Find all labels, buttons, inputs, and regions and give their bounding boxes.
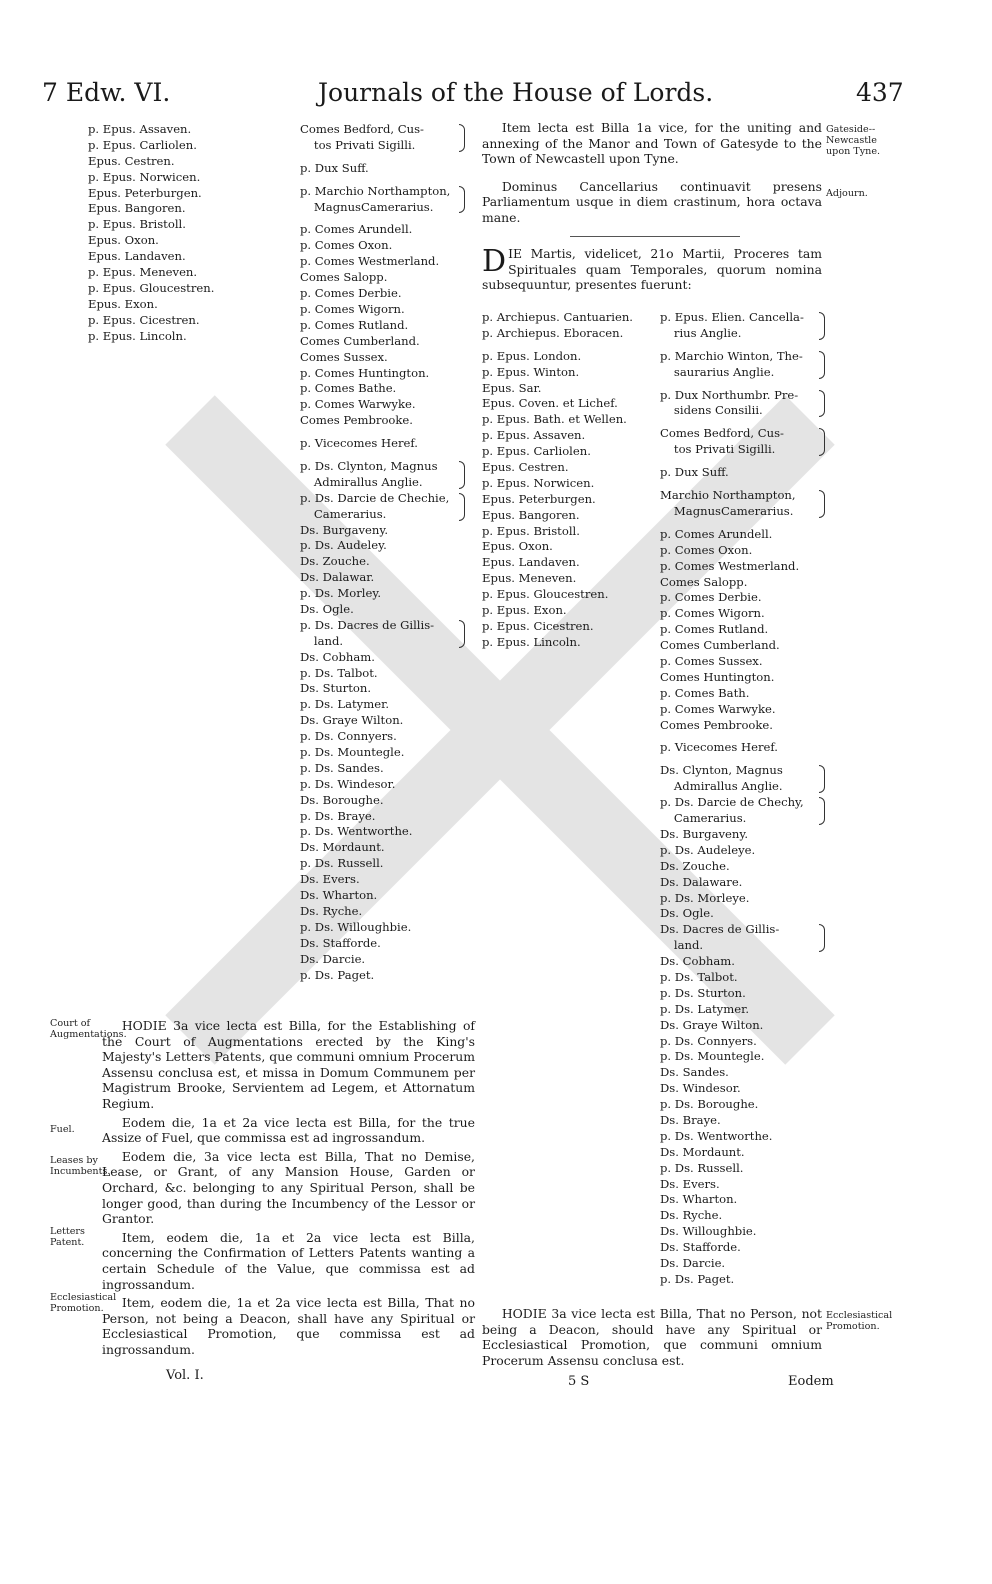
leases-bill: Eodem die, 3a vice lecta est Billa, That no Demise, Lease, or Grant, of any Mansion House, Garden or Orchard, &c. belonging to any Spiritual Person, shall be longer good, than during the Incumbency of the Lessor or Grantor. <box>102 1148 475 1227</box>
prelate-entry: p. Epus. Exon. <box>482 603 567 618</box>
earl-entry: p. Comes Oxon. <box>300 238 393 253</box>
earl-entry: Comes Sussex. <box>300 349 388 364</box>
baron-entry: p. Ds. Mountegle. <box>660 1049 765 1064</box>
baron-entry: p. Ds. Wentworthe. <box>300 824 413 839</box>
lord-admiral-line: Admirallus Anglie. <box>313 474 423 489</box>
baron-dacres <box>660 922 818 954</box>
bishop-entry: Epus. Bangoren. <box>88 201 186 216</box>
footer-signature: 5 S <box>568 1374 590 1389</box>
chamberlain <box>660 795 818 827</box>
baron-entry: p. Ds. Paget. <box>300 967 375 982</box>
bishop-entry: p. Epus. Lincoln. <box>88 328 187 343</box>
baron-entry: Ds. Cobham. <box>660 954 735 969</box>
bishop-entry: p. Epus. Cicestren. <box>88 312 200 327</box>
chamberlain-line: p. Ds. Darcie de Chechy, <box>660 795 804 810</box>
spacer <box>660 481 818 488</box>
baron-entry: Ds. Zouche. <box>300 554 370 569</box>
spacer <box>482 342 633 349</box>
baron-entry: Ds. Wharton. <box>660 1192 738 1207</box>
header-title: Journals of the House of Lords. <box>318 78 714 107</box>
spacer <box>300 452 458 459</box>
adjournment-entry: Dominus Cancellarius continuavit presens Parliamentum usque in diem crastinum, hora octava mane. <box>482 178 822 225</box>
earl-entry: p. Comes Warwyke. <box>660 701 776 716</box>
baron-entry: Ds. Braye. <box>660 1112 721 1127</box>
lord-admiral-line: Ds. Clynton, Magnus <box>660 763 783 778</box>
fuel-bill: Eodem die, 1a et 2a vice lecta est Billa, for the true Assize of Fuel, que commissa est ad ingrossandum. <box>102 1114 475 1146</box>
chancellor-line: p. Epus. Elien. Cancella- <box>660 310 804 324</box>
right-body <box>482 1306 822 1371</box>
letters-patent-bill: Item, eodem die, 1a et 2a vice lecta est Billa, concerning the Confirmation of Letters Patents wanting a certain Schedule of the Value, que commissa est ad ingrossandum. <box>102 1229 475 1292</box>
prelate-entry: p. Epus. Cicestren. <box>482 618 594 633</box>
baron-entry: p. Ds. Audeleye. <box>660 842 756 857</box>
baron-entry: p. Ds. Latymer. <box>300 697 390 712</box>
baron-entry: Ds. Ryche. <box>300 903 363 918</box>
baron-entry: p. Ds. Mountegle. <box>300 745 405 760</box>
baron-entry: p. Ds. Audeley. <box>300 538 387 553</box>
keeper-privy-seal-line: Comes Bedford, Cus- <box>660 426 784 441</box>
header-regnal-year: 7 Edw. VI. <box>42 78 171 107</box>
spacer <box>300 215 458 222</box>
bishop-entry: p. Epus. Carliolen. <box>88 137 197 152</box>
earl-entry: p. Comes Westmerland. <box>300 254 440 269</box>
chamberlain-line: Camerarius. <box>313 506 387 521</box>
earl-entry: Comes Cumberland. <box>300 333 420 348</box>
gateside-bill: Item lecta est Billa 1a vice, for the uniting and annexing of the Manor and Town of Gatesyde to the Town of Newcastell upon Tyne. <box>482 120 822 167</box>
bishop-entry: Epus. Peterburgen. <box>88 185 202 200</box>
treasurer <box>660 349 818 381</box>
baron-entry: p. Ds. Morley. <box>300 586 382 601</box>
baron-entry: Ds. Stafforde. <box>300 935 381 950</box>
earl-entry: p. Comes Warwyke. <box>300 397 416 412</box>
president-council-line: p. Dux Northumbr. Pre- <box>660 387 799 402</box>
nobles-list-right <box>660 310 818 1288</box>
baron-entry: Ds. Willoughbie. <box>660 1224 757 1239</box>
viscount-entry: p. Vicecomes Heref. <box>660 740 778 755</box>
bishop-entry: Epus. Landaven. <box>88 249 186 264</box>
prelate-entry: p. Epus. Bristoll. <box>482 523 580 538</box>
footer-volume: Vol. I. <box>166 1368 204 1383</box>
great-chamberlain <box>660 488 818 520</box>
prelate-entry: Epus. Bangoren. <box>482 507 580 522</box>
baron-entry: Ds. Dalaware. <box>660 874 743 889</box>
earl-entry: Comes Pembrooke. <box>300 413 413 428</box>
margin-adjourn: Adjourn. <box>826 188 868 199</box>
president-council-line: sidens Consilii. <box>673 403 763 418</box>
court-augmentations-bill: HODIE 3a vice lecta est Billa, for the Establishing of the Court of Augmentations erected by the King's Majesty's Letters Patents, que communi omnium Procerum Assensu conclusa est, et missa in Domum Communem per Magistrum Brooke, Servientem ad Legem, et Attornatum Regium. <box>102 1018 475 1111</box>
prelate-entry: Epus. Cestren. <box>482 460 569 475</box>
prelate-entry: p. Epus. Bath. et Wellen. <box>482 412 627 427</box>
prelate-entry: p. Epus. London. <box>482 348 582 363</box>
nobles-list-left <box>300 122 458 983</box>
treasurer-line: saurarius Anglie. <box>673 364 775 379</box>
baron-entry: p. Ds. Willoughbie. <box>300 919 412 934</box>
prelate-entry: Epus. Sar. <box>482 380 542 395</box>
chancellor <box>660 310 818 342</box>
earl-entry: p. Comes Wigorn. <box>660 606 765 621</box>
spacer <box>300 177 458 184</box>
spacer <box>660 733 818 740</box>
baron-entry: p. Ds. Windesor. <box>300 776 396 791</box>
baron-entry: p. Ds. Sandes. <box>300 760 384 775</box>
spacer <box>660 520 818 527</box>
prelate-entry: p. Epus. Carliolen. <box>482 444 591 459</box>
baron-entry: Ds. Sturton. <box>300 681 372 696</box>
baron-dacres-line: land. <box>673 938 704 953</box>
duke-entry: p. Dux Suff. <box>300 160 369 175</box>
baron-entry: Ds. Darcie. <box>300 951 366 966</box>
margin-ecclesiastical-left: Ecclesiastical Promotion. <box>50 1292 117 1314</box>
baron-entry: Ds. Ogle. <box>300 602 354 616</box>
chancellor-line: rius Anglie. <box>673 325 742 340</box>
baron-entry: Ds. Graye Wilton. <box>660 1017 764 1032</box>
prelate-entry: p. Archiepus. Eboracen. <box>482 325 624 340</box>
baron-entry: Ds. Burgaveny. <box>660 826 749 841</box>
baron-entry: Ds. Burgaveny. <box>300 522 389 537</box>
prelate-entry: p. Epus. Gloucestren. <box>482 587 609 602</box>
die-martis-entry <box>482 246 822 296</box>
baron-entry: Ds. Sandes. <box>660 1065 729 1080</box>
bishops-list-right <box>482 310 633 651</box>
earl-entry: Comes Huntington. <box>660 669 775 684</box>
bishop-entry: Epus. Exon. <box>88 296 158 311</box>
drop-cap: D <box>482 244 507 279</box>
keeper-privy-seal <box>300 122 458 154</box>
section-divider <box>570 236 740 237</box>
margin-court-augmentations: Court of Augmentations. <box>50 1018 127 1040</box>
lord-admiral <box>300 459 458 491</box>
spacer <box>660 458 818 465</box>
great-chamberlain-line: Marchio Northampton, <box>660 488 796 503</box>
prelate-entry: p. Epus. Assaven. <box>482 428 586 443</box>
header-page-number: 437 <box>856 78 904 107</box>
lord-admiral-line: Admirallus Anglie. <box>673 779 783 794</box>
spacer <box>660 381 818 388</box>
baron-dacres <box>300 618 458 650</box>
prelate-entry: Epus. Meneven. <box>482 571 577 586</box>
ecclesiastical-bill-right: HODIE 3a vice lecta est Billa, That no Person, not being a Deacon, should have any Spiritual or Ecclesiastical Promotion, que communi omnium Procerum Assensu conclusa est. <box>482 1306 822 1368</box>
baron-entry: p. Ds. Wentworthe. <box>660 1128 773 1143</box>
earl-entry: p. Comes Sussex. <box>660 654 763 668</box>
prelate-entry: Epus. Coven. et Lichef. <box>482 396 618 411</box>
earl-entry: p. Comes Wigorn. <box>300 301 405 316</box>
lord-admiral-line: p. Ds. Clynton, Magnus <box>300 458 438 473</box>
baron-entry: p. Ds. Talbot. <box>300 665 378 680</box>
earl-entry: p. Comes Huntington. <box>300 365 430 380</box>
margin-ecclesiastical-right: Ecclesiastical Promotion. <box>826 1310 893 1332</box>
baron-entry: Ds. Wharton. <box>300 888 378 903</box>
viscount-entry: p. Vicecomes Heref. <box>300 436 418 451</box>
baron-entry: p. Ds. Braye. <box>300 808 376 823</box>
baron-dacres-line: land. <box>313 633 344 648</box>
baron-entry: Ds. Darcie. <box>660 1256 726 1270</box>
lord-admiral <box>660 763 818 795</box>
footer-catchword: Eodem <box>788 1374 834 1389</box>
baron-dacres-line: Ds. Dacres de Gillis- <box>660 922 780 937</box>
baron-entry: p. Ds. Boroughe. <box>660 1097 759 1112</box>
keeper-privy-seal-line: tos Privati Sigilli. <box>313 137 416 152</box>
spacer <box>660 419 818 426</box>
earl-entry: p. Comes Oxon. <box>660 542 753 557</box>
keeper-privy-seal-line: tos Privati Sigilli. <box>673 442 776 457</box>
die-martis-text: IE Martis, videlicet, 21o Martii, Proceres tam Spirituales quam Temporales, quorum nomina subsequuntur, presentes fuerunt: <box>482 246 822 293</box>
prelate-entry: Epus. Oxon. <box>482 539 553 554</box>
bishop-entry: p. Epus. Bristoll. <box>88 217 186 232</box>
right-top-entries <box>482 120 822 229</box>
earl-entry: p. Comes Derbie. <box>300 286 402 301</box>
margin-fuel: Fuel. <box>50 1124 75 1135</box>
baron-entry: p. Ds. Connyers. <box>660 1033 757 1048</box>
earl-entry: Comes Pembrooke. <box>660 717 773 732</box>
baron-entry: Ds. Windesor. <box>660 1081 741 1096</box>
earl-entry: Comes Salopp. <box>300 270 388 285</box>
bishop-entry: Epus. Cestren. <box>88 153 175 168</box>
baron-entry: Ds. Graye Wilton. <box>300 713 404 728</box>
margin-gateside: Gateside--Newcastle upon Tyne. <box>826 124 881 157</box>
baron-entry: Ds. Dalawar. <box>300 570 375 585</box>
baron-entry: p. Ds. Russell. <box>660 1160 744 1175</box>
earl-entry: p. Comes Bathe. <box>300 381 397 396</box>
prelate-entry: p. Archiepus. Cantuarien. <box>482 310 633 324</box>
keeper-privy-seal-line: Comes Bedford, Cus- <box>300 122 424 136</box>
great-chamberlain-line: p. Marchio Northampton, <box>300 183 451 198</box>
bishops-list-left <box>88 122 214 344</box>
earl-entry: p. Comes Rutland. <box>660 622 769 637</box>
prelate-entry: Epus. Landaven. <box>482 555 580 570</box>
president-council <box>660 388 818 420</box>
baron-dacres-line: p. Ds. Dacres de Gillis- <box>300 617 435 632</box>
chamberlain <box>300 491 458 523</box>
baron-entry: Ds. Evers. <box>660 1176 720 1191</box>
prelate-entry: Epus. Peterburgen. <box>482 491 596 506</box>
left-body <box>102 1018 475 1360</box>
earl-entry: p. Comes Bath. <box>660 685 750 700</box>
spacer <box>300 429 458 436</box>
baron-entry: Ds. Boroughe. <box>300 792 384 807</box>
baron-entry: Ds. Mordaunt. <box>660 1144 745 1159</box>
baron-entry: p. Ds. Latymer. <box>660 1001 750 1016</box>
baron-entry: p. Ds. Paget. <box>660 1271 735 1286</box>
margin-leases: Leases by Incumbents. <box>50 1155 111 1177</box>
chamberlain-line: p. Ds. Darcie de Chechie, <box>300 490 450 505</box>
earl-entry: p. Comes Arundell. <box>660 526 773 541</box>
baron-entry: Ds. Mordaunt. <box>300 840 385 855</box>
great-chamberlain-line: MagnusCamerarius. <box>673 503 794 518</box>
bishop-entry: Epus. Oxon. <box>88 233 159 248</box>
earl-entry: p. Comes Rutland. <box>300 317 409 332</box>
treasurer-line: p. Marchio Winton, The- <box>660 348 803 363</box>
great-chamberlain <box>300 184 458 216</box>
keeper-privy-seal <box>660 426 818 458</box>
spacer <box>300 154 458 161</box>
baron-entry: Ds. Zouche. <box>660 858 730 873</box>
prelate-entry: p. Epus. Winton. <box>482 364 580 379</box>
spacer <box>660 756 818 763</box>
baron-entry: Ds. Evers. <box>300 872 360 887</box>
bishop-entry: p. Epus. Assaven. <box>88 122 192 136</box>
baron-entry: Ds. Ogle. <box>660 906 714 921</box>
earl-entry: Comes Cumberland. <box>660 638 780 653</box>
earl-entry: p. Comes Derbie. <box>660 590 762 605</box>
earl-entry: p. Comes Westmerland. <box>660 558 800 573</box>
prelate-entry: p. Epus. Lincoln. <box>482 634 581 649</box>
earl-entry: p. Comes Arundell. <box>300 222 413 237</box>
baron-entry: Ds. Ryche. <box>660 1208 723 1223</box>
chamberlain-line: Camerarius. <box>673 811 747 826</box>
bishop-entry: p. Epus. Gloucestren. <box>88 280 215 295</box>
baron-entry: p. Ds. Connyers. <box>300 729 397 744</box>
margin-letters-patent: Letters Patent. <box>50 1226 85 1248</box>
baron-entry: p. Ds. Morleye. <box>660 890 750 905</box>
earl-entry: Comes Salopp. <box>660 574 748 589</box>
bishop-entry: p. Epus. Norwicen. <box>88 169 201 184</box>
baron-entry: p. Ds. Sturton. <box>660 985 746 1000</box>
baron-entry: Ds. Cobham. <box>300 649 375 664</box>
bishop-entry: p. Epus. Meneven. <box>88 265 198 280</box>
baron-entry: p. Ds. Russell. <box>300 856 384 871</box>
spacer <box>660 342 818 349</box>
baron-entry: Ds. Stafforde. <box>660 1240 741 1255</box>
ecclesiastical-bill-left: Item, eodem die, 1a et 2a vice lecta est Billa, That no Person, not being a Deacon, shall have any Spiritual or Ecclesiastical Promotion, que commissa est ad ingrossandum. <box>102 1295 475 1357</box>
great-chamberlain-line: MagnusCamerarius. <box>313 199 434 214</box>
baron-entry: p. Ds. Talbot. <box>660 969 738 984</box>
duke-entry: p. Dux Suff. <box>660 465 729 480</box>
prelate-entry: p. Epus. Norwicen. <box>482 475 595 490</box>
